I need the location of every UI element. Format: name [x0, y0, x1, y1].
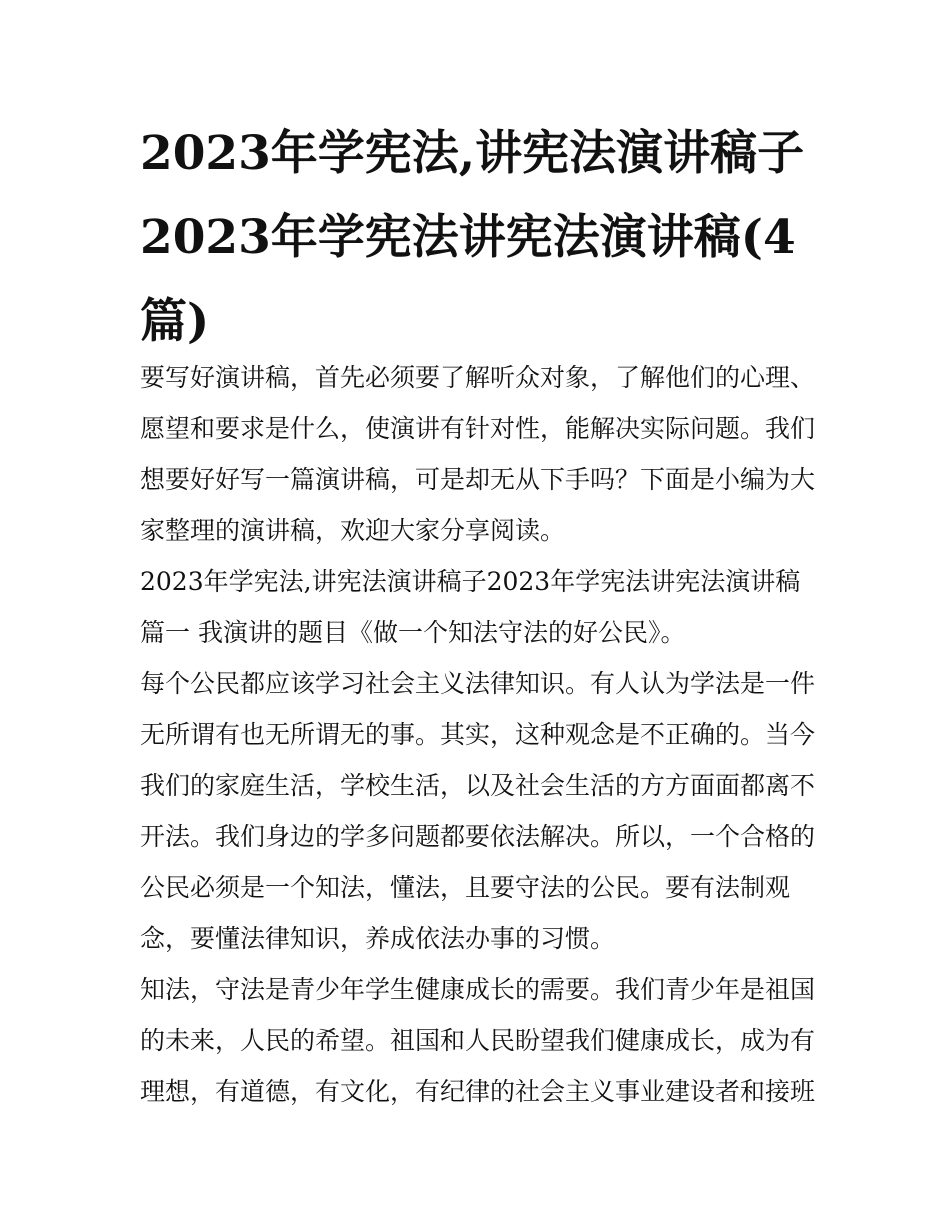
section-heading-paragraph: 2023年学宪法,讲宪法演讲稿子2023年学宪法讲宪法演讲稿篇一 我演讲的题目《做一个知法守法的好公民》。: [140, 567, 801, 647]
document-body: [140, 352, 816, 1117]
body-paragraph: 知法，守法是青少年学生健康成长的需要。我们青少年是祖国的未来，人民的希望。祖国和人民盼望我们健康成长，成为有理想，有道德，有文化，有纪律的社会主义事业建设者和接班: [140, 975, 816, 1106]
document-title: 2023年学宪法,讲宪法演讲稿子2023年学宪法讲宪法演讲稿(4篇): [140, 126, 805, 349]
intro-paragraph: 要写好演讲稿，首先必须要了解听众对象，了解他们的心理、愿望和要求是什么，使演讲有针对性，能解决实际问题。我们想要好好写一篇演讲稿，可是却无从下手吗？下面是小编为大家整理的演讲稿，欢迎大家分享阅读。: [140, 363, 816, 545]
body-paragraph: 每个公民都应该学习社会主义法律知识。有人认为学法是一件无所谓有也无所谓无的事。其实，这种观念是不正确的。当今我们的家庭生活，学校生活，以及社会生活的方方面面都离不开法。我们身边的学多问题都要依法解决。所以，一个合格的公民必须是一个知法，懂法，且要守法的公民。要有法制观念，要懂法律知识，养成依法办事的习惯。: [140, 669, 816, 953]
